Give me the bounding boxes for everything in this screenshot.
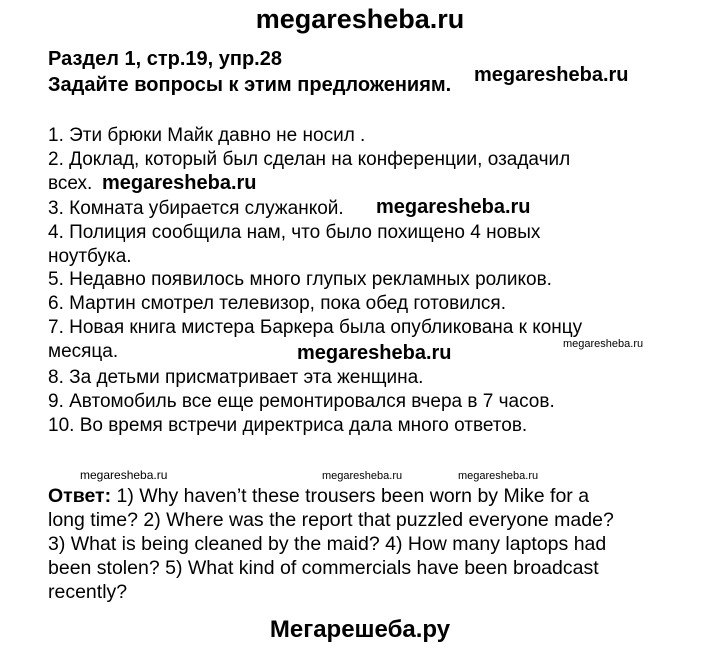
task-heading: Задайте вопросы к этим предложениям. [48, 74, 452, 96]
sentence-line: 4. Полиция сообщила нам, что было похищено 4 новых [48, 222, 541, 243]
answer-line: 3) What is being cleaned by the maid? 4) How many laptops had [48, 533, 607, 555]
sentence-line: 3. Комната убирается служанкой. [48, 198, 344, 219]
watermark-top: megaresheba.ru [255, 4, 465, 34]
sentence-line: 7. Новая книга мистера Баркера была опубликована к концу [48, 317, 583, 338]
sentence-line: 10. Во время встречи директриса дала много ответов. [48, 415, 528, 436]
answer-line: recently? [48, 581, 128, 603]
section-heading: Раздел 1, стр.19, упр.28 [48, 48, 282, 70]
sentence-line: 5. Недавно появилось много глупых рекламных роликов. [48, 269, 552, 290]
watermark: megaresheba.ru [297, 342, 452, 364]
sentence-line: 6. Мартин смотрел телевизор, пока обед готовился. [48, 293, 506, 314]
sentence-line: 2. Доклад, который был сделан на конференции, озадачил [48, 149, 571, 170]
watermark: megaresheba.ru [80, 468, 168, 482]
sentence-line: 9. Автомобиль все еще ремонтировался вчера в 7 часов. [48, 391, 555, 412]
answer-text: 1) Why haven’t these trousers been worn by Mike for a [111, 485, 590, 507]
sentence-line: всех. [48, 173, 93, 194]
answer-label: Ответ: [48, 485, 112, 507]
watermark: megaresheba.ru [563, 338, 644, 350]
sentence-line: 1. Эти брюки Майк давно не носил . [48, 125, 366, 146]
watermark: megaresheba.ru [322, 470, 403, 482]
answer-line [48, 484, 589, 508]
watermark: megaresheba.ru [376, 196, 531, 218]
watermark: megaresheba.ru [458, 470, 539, 482]
sentence-line: 8. За детьми присматривает эта женщина. [48, 367, 424, 388]
footer-brand: Мегарешеба.ру [269, 616, 451, 643]
sentence-line: ноутбука. [48, 246, 132, 267]
watermark: megaresheba.ru [474, 64, 629, 86]
answer-line: long time? 2) Where was the report that puzzled everyone made? [48, 509, 614, 531]
answer-line: been stolen? 5) What kind of commercials have been broadcast [48, 557, 599, 579]
watermark: megaresheba.ru [102, 172, 257, 194]
sentence-line: месяца. [48, 341, 119, 362]
